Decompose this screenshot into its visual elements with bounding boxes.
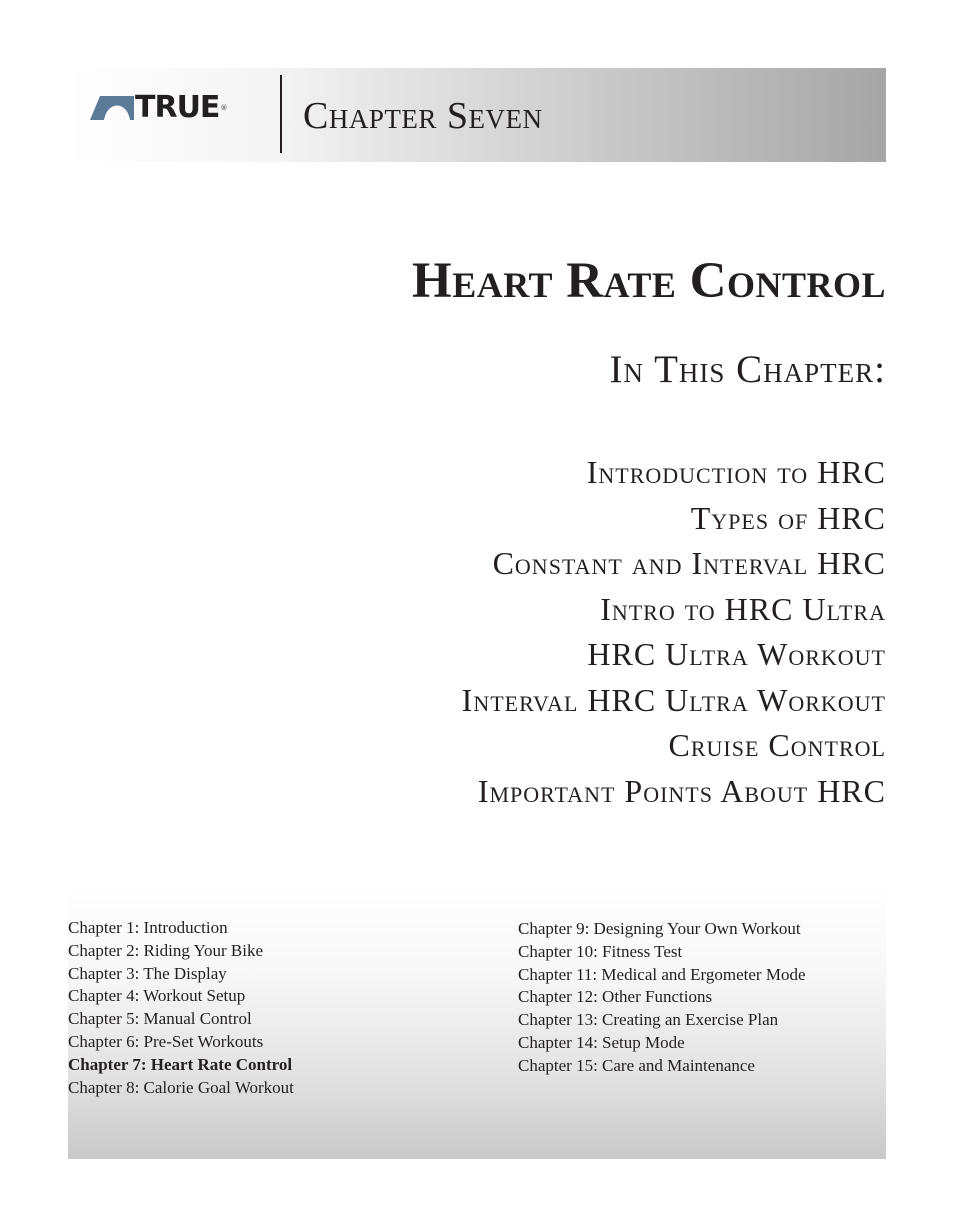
toc-item[interactable]: Chapter 15: Care and Maintenance bbox=[518, 1055, 755, 1075]
page-title: Heart Rate Control bbox=[412, 253, 886, 309]
toc-item[interactable]: Chapter 11: Medical and Ergometer Mode bbox=[518, 964, 806, 984]
true-logo bbox=[90, 89, 228, 126]
topic-item: Important Points About HRC bbox=[477, 772, 886, 809]
chapter-label: Chapter Seven bbox=[303, 95, 543, 137]
topic-item: Interval HRC Ultra Workout bbox=[461, 681, 886, 718]
logo-wordmark: TRUE bbox=[135, 89, 220, 126]
topic-item: Cruise Control bbox=[668, 727, 886, 763]
true-logo-arc-icon bbox=[90, 96, 134, 120]
topic-item: Types of HRC bbox=[690, 499, 886, 536]
topic-item: Intro to HRC Ultra bbox=[600, 590, 886, 627]
chapter-topics-list bbox=[462, 452, 886, 816]
toc-item[interactable]: Chapter 8: Calorie Goal Workout bbox=[68, 1077, 294, 1097]
toc-item[interactable]: Chapter 9: Designing Your Own Workout bbox=[518, 919, 801, 938]
toc-item[interactable]: Chapter 10: Fitness Test bbox=[518, 941, 683, 961]
toc-item[interactable]: Chapter 13: Creating an Exercise Plan bbox=[518, 1010, 779, 1030]
toc-item[interactable]: Chapter 6: Pre-Set Workouts bbox=[68, 1031, 264, 1051]
toc-item[interactable]: Chapter 4: Workout Setup bbox=[68, 986, 246, 1006]
table-of-contents-panel bbox=[68, 880, 886, 1159]
topic-item: Introduction to HRC bbox=[586, 454, 886, 490]
toc-item-current[interactable]: Chapter 7: Heart Rate Control bbox=[68, 1054, 293, 1074]
section-heading: In This Chapter: bbox=[609, 348, 886, 391]
toc-item[interactable]: Chapter 1: Introduction bbox=[68, 918, 228, 937]
topic-item: HRC Ultra Workout bbox=[587, 636, 886, 672]
toc-item[interactable]: Chapter 12: Other Functions bbox=[518, 987, 713, 1007]
toc-item[interactable]: Chapter 5: Manual Control bbox=[68, 1009, 252, 1029]
chapter-header bbox=[68, 68, 886, 162]
topic-item: Constant and Interval HRC bbox=[492, 545, 886, 581]
toc-item[interactable]: Chapter 3: The Display bbox=[68, 963, 227, 983]
toc-item[interactable]: Chapter 2: Riding Your Bike bbox=[68, 940, 264, 960]
header-divider bbox=[280, 75, 282, 153]
toc-left-column bbox=[68, 917, 294, 1099]
toc-item[interactable]: Chapter 14: Setup Mode bbox=[518, 1032, 685, 1052]
registered-mark: ® bbox=[220, 104, 228, 112]
toc-right-column bbox=[518, 918, 806, 1078]
